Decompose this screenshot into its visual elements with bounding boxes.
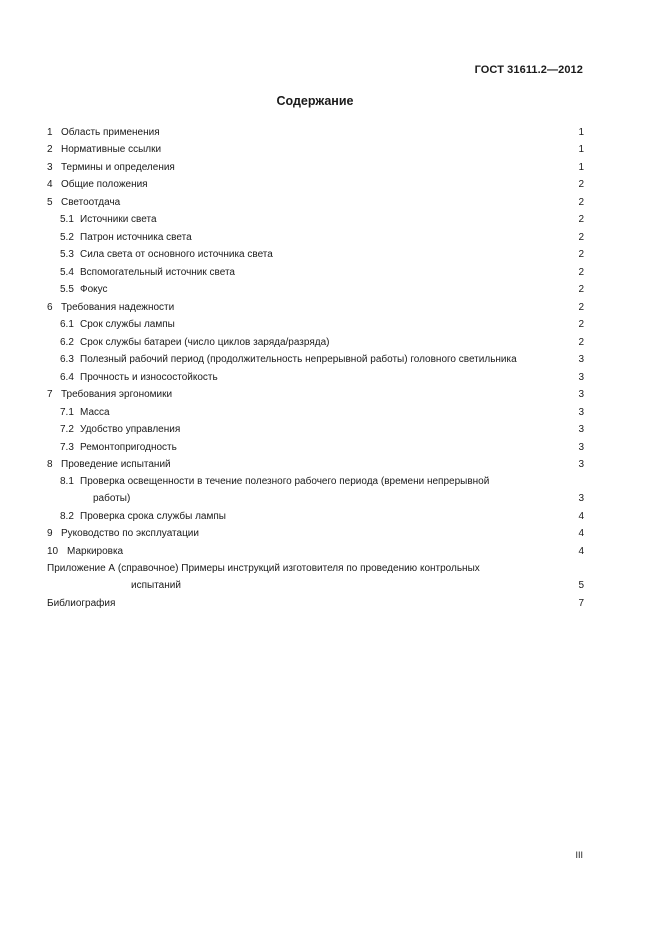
toc-entry-label: Термины и определения	[61, 161, 175, 173]
table-of-contents	[47, 121, 584, 610]
toc-entry-8-1[interactable]	[47, 471, 584, 488]
dot-leader	[126, 545, 575, 558]
toc-entry-5-4[interactable]	[47, 261, 584, 279]
toc-entry-label: Область применения	[61, 126, 160, 138]
toc-entry-label: Нормативные ссылки	[61, 144, 162, 155]
dot-leader	[332, 336, 575, 349]
toc-entry-label: Маркировка	[67, 545, 124, 557]
toc-entry-number: 7.3	[60, 441, 74, 453]
toc-entry-label-continued: работы)	[93, 493, 131, 505]
toc-entry-label: Светоотдача	[61, 196, 121, 208]
toc-entry-6-1[interactable]	[47, 314, 584, 332]
toc-entry-label: Источники света	[80, 214, 157, 225]
dot-leader	[111, 283, 575, 296]
toc-entry-4[interactable]	[47, 174, 584, 192]
toc-entry-page: 2	[578, 196, 584, 208]
dot-leader	[183, 423, 575, 436]
dot-leader	[174, 458, 575, 471]
toc-entry-label: Руководство по эксплуатации	[61, 528, 199, 540]
toc-entry-page: 4	[578, 510, 584, 522]
dot-leader	[177, 301, 575, 314]
toc-entry-page: 3	[578, 459, 584, 470]
dot-leader	[520, 353, 575, 366]
toc-entry-number: 8	[47, 459, 53, 470]
toc-entry-number: 6.1	[60, 319, 74, 330]
dot-leader	[113, 406, 575, 419]
toc-entry-label: Приложение А (справочное) Примеры инструкций изготовителя по проведению контрольных	[47, 562, 480, 574]
toc-entry-page: 3	[578, 354, 584, 365]
toc-entry-label: Проверка срока службы лампы	[80, 510, 226, 522]
toc-entry-3[interactable]	[47, 156, 584, 174]
document-code: ГОСТ 31611.2—2012	[474, 64, 583, 76]
toc-entry-number: 5.1	[60, 214, 74, 225]
toc-entry-page: 3	[578, 424, 584, 435]
dot-leader	[118, 597, 575, 610]
dot-leader	[221, 371, 575, 384]
dot-leader	[123, 196, 575, 209]
toc-entry-page: 2	[578, 231, 584, 243]
toc-entry-page: 2	[578, 249, 584, 260]
toc-entry-7-1[interactable]	[47, 401, 584, 419]
toc-entry-7[interactable]	[47, 384, 584, 402]
toc-entry-9[interactable]	[47, 523, 584, 541]
toc-entry-page: 1	[578, 144, 584, 155]
toc-entry-page: 2	[578, 301, 584, 313]
toc-entry-page: 2	[578, 266, 584, 278]
toc-entry-appendix-a[interactable]	[47, 558, 584, 575]
toc-entry-label: Ремонтопригодность	[80, 441, 177, 453]
toc-entry-page: 1	[578, 161, 584, 173]
toc-entry-5-2[interactable]	[47, 226, 584, 244]
toc-entry-bibliography[interactable]	[47, 592, 584, 610]
toc-entry-number: 1	[47, 126, 53, 138]
toc-entry-number: 5	[47, 196, 53, 208]
dot-leader	[151, 178, 575, 191]
toc-entry-5-3[interactable]	[47, 244, 584, 262]
toc-entry-number: 6.2	[60, 336, 74, 348]
toc-entry-label: Требования надежности	[61, 301, 175, 313]
toc-entry-appendix-a-continued[interactable]	[47, 575, 584, 593]
toc-entry-page: 1	[578, 126, 584, 138]
page-number: III	[575, 850, 583, 860]
dot-leader	[238, 266, 575, 279]
toc-entry-5[interactable]	[47, 191, 584, 209]
toc-entry-number: 7.2	[60, 424, 74, 435]
toc-entry-5-5[interactable]	[47, 279, 584, 297]
dot-leader	[184, 579, 575, 592]
toc-entry-label: Удобство управления	[80, 424, 181, 435]
toc-entry-6-4[interactable]	[47, 366, 584, 384]
toc-entry-number: 9	[47, 528, 53, 540]
toc-entry-page: 3	[578, 371, 584, 383]
toc-entry-8[interactable]	[47, 454, 584, 472]
dot-leader	[133, 492, 575, 505]
toc-entry-number: 6	[47, 301, 53, 313]
toc-entry-7-3[interactable]	[47, 436, 584, 454]
toc-entry-10[interactable]	[47, 540, 584, 558]
toc-entry-8-2[interactable]	[47, 505, 584, 523]
toc-entry-6[interactable]	[47, 296, 584, 314]
toc-entry-1[interactable]	[47, 121, 584, 139]
toc-entry-label: Вспомогательный источник света	[80, 266, 235, 278]
toc-entry-number: 7.1	[60, 406, 74, 418]
toc-entry-8-1-continued[interactable]	[47, 488, 584, 506]
toc-entry-number: 5.2	[60, 231, 74, 243]
toc-entry-label-continued: испытаний	[131, 580, 181, 592]
toc-entry-7-2[interactable]	[47, 419, 584, 437]
toc-entry-page: 4	[578, 545, 584, 557]
toc-title: Содержание	[276, 94, 354, 108]
toc-entry-page: 7	[578, 597, 584, 609]
toc-entry-label: Проверка освещенности в течение полезного рабочего периода (времени непрерывной	[80, 475, 490, 487]
toc-entry-number: 8.2	[60, 510, 74, 522]
toc-entry-number: 6.4	[60, 371, 74, 383]
toc-entry-label: Сила света от основного источника света	[80, 249, 273, 260]
dot-leader	[164, 143, 575, 156]
toc-entry-label: Требования эргономики	[61, 389, 173, 400]
toc-entry-label: Патрон источника света	[80, 231, 192, 243]
dot-leader	[276, 248, 575, 261]
toc-entry-number: 5.4	[60, 266, 74, 278]
dot-leader	[180, 441, 575, 454]
toc-entry-number: 3	[47, 161, 53, 173]
dot-leader	[160, 213, 575, 226]
toc-entry-page: 3	[578, 406, 584, 418]
toc-entry-page: 2	[578, 319, 584, 330]
toc-entry-page: 3	[578, 389, 584, 400]
toc-entry-page: 4	[578, 528, 584, 540]
toc-entry-number: 7	[47, 389, 53, 400]
toc-entry-page: 2	[578, 284, 584, 295]
dot-leader	[229, 510, 575, 523]
toc-entry-label: Библиография	[47, 597, 116, 609]
toc-entry-label: Полезный рабочий период (продолжительность непрерывной работы) головного светильника	[80, 354, 517, 365]
dot-leader	[175, 388, 575, 401]
toc-entry-number: 5.5	[60, 284, 74, 295]
toc-entry-label: Срок службы лампы	[80, 319, 175, 330]
toc-entry-page: 2	[578, 336, 584, 348]
dot-leader	[195, 231, 575, 244]
toc-entry-page: 3	[578, 441, 584, 453]
toc-entry-label: Фокус	[80, 284, 108, 295]
toc-entry-number: 8.1	[60, 475, 74, 487]
dot-leader	[202, 527, 575, 540]
toc-entry-2[interactable]	[47, 139, 584, 157]
toc-entry-6-3[interactable]	[47, 349, 584, 367]
toc-entry-page: 3	[578, 493, 584, 505]
toc-entry-page: 2	[578, 214, 584, 225]
toc-entry-number: 10	[47, 545, 59, 557]
toc-entry-6-2[interactable]	[47, 331, 584, 349]
dot-leader	[178, 318, 575, 331]
toc-entry-page: 2	[578, 179, 584, 190]
toc-entry-label: Масса	[80, 406, 110, 418]
toc-entry-page: 5	[578, 580, 584, 592]
dot-leader	[178, 161, 575, 174]
dot-leader	[163, 126, 575, 139]
toc-entry-label: Проведение испытаний	[61, 459, 171, 470]
toc-entry-label: Общие положения	[61, 179, 148, 190]
toc-entry-number: 6.3	[60, 354, 74, 365]
toc-entry-5-1[interactable]	[47, 209, 584, 227]
toc-entry-number: 5.3	[60, 249, 74, 260]
toc-entry-label: Срок службы батареи (число циклов заряда/разряда)	[80, 336, 330, 348]
toc-entry-label: Прочность и износостойкость	[80, 371, 218, 383]
toc-entry-number: 4	[47, 179, 53, 190]
toc-entry-number: 2	[47, 144, 53, 155]
